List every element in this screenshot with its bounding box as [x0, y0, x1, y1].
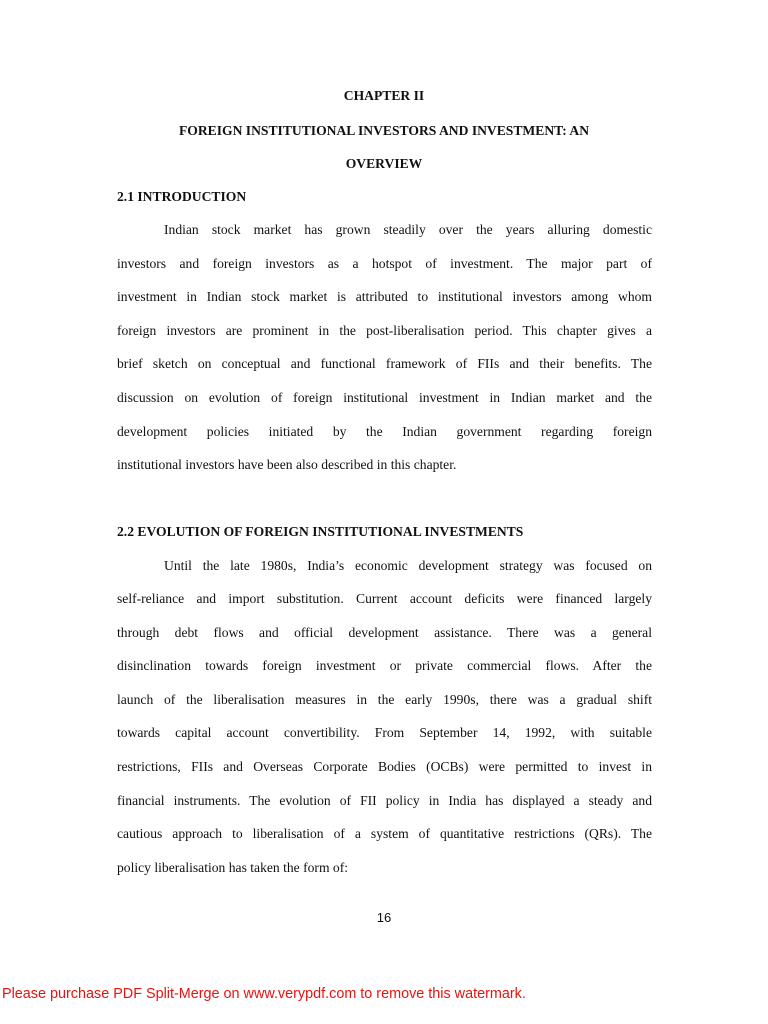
paragraph-line: towards capital account convertibility. From September 14, 1992, with suitable [117, 725, 652, 740]
paragraph-line: financial instruments. The evolution of FII policy in India has displayed a steady and [117, 793, 652, 808]
section-heading-introduction: 2.1 INTRODUCTION [117, 189, 247, 204]
paragraph-line: foreign investors are prominent in the post-liberalisation period. This chapter gives a [117, 323, 652, 338]
paragraph-line: investment in Indian stock market is attributed to institutional investors among whom [117, 289, 652, 304]
paragraph-line: policy liberalisation has taken the form of: [117, 860, 349, 875]
chapter-title-line-2: OVERVIEW [345, 156, 423, 171]
watermark-text: Please purchase PDF Split-Merge on www.verypdf.com to remove this watermark. [2, 986, 526, 1002]
paragraph-line: restrictions, FIIs and Overseas Corporate Bodies (OCBs) were permitted to invest in [117, 759, 652, 774]
paragraph-line: through debt flows and official development assistance. There was a general [117, 625, 652, 640]
section-heading-evolution: 2.2 EVOLUTION OF FOREIGN INSTITUTIONAL INVESTMENTS [117, 524, 524, 539]
page-number: 16 [376, 910, 392, 925]
paragraph-line: development policies initiated by the Indian government regarding foreign [117, 424, 652, 439]
paragraph-line: institutional investors have been also described in this chapter. [117, 457, 457, 472]
paragraph-line: Indian stock market has grown steadily over the years alluring domestic [164, 222, 652, 237]
paragraph-line: investors and foreign investors as a hotspot of investment. The major part of [117, 256, 652, 271]
paragraph-line: disinclination towards foreign investment or private commercial flows. After the [117, 658, 652, 673]
paragraph-line: launch of the liberalisation measures in the early 1990s, there was a gradual shift [117, 692, 652, 707]
paragraph-line: discussion on evolution of foreign institutional investment in Indian market and the [117, 390, 652, 405]
paragraph-line: brief sketch on conceptual and functional framework of FIIs and their benefits. The [117, 356, 652, 371]
chapter-label: CHAPTER II [343, 88, 425, 103]
paragraph-line: cautious approach to liberalisation of a system of quantitative restrictions (QRs). The [117, 826, 652, 841]
paragraph-line: self-reliance and import substitution. Current account deficits were financed largely [117, 591, 652, 606]
chapter-title-line-1: FOREIGN INSTITUTIONAL INVESTORS AND INVESTMENT: AN [178, 123, 590, 138]
paragraph-line: Until the late 1980s, India’s economic development strategy was focused on [164, 558, 652, 573]
